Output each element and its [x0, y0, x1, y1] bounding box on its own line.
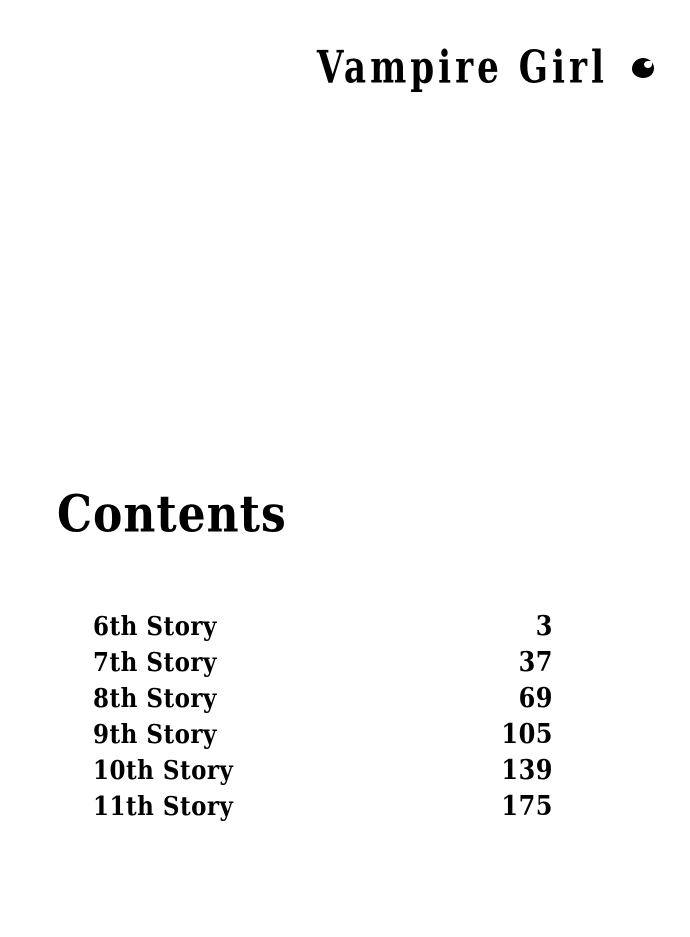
toc-row[interactable]	[93, 608, 553, 644]
contents-heading: Contents	[57, 485, 287, 545]
book-title-row	[0, 39, 690, 93]
toc-entry-page: 105	[501, 717, 553, 750]
crescent-blob-notch	[644, 61, 652, 68]
toc-entry-label: 9th Story	[93, 719, 217, 750]
toc-row[interactable]	[93, 716, 553, 752]
toc-entry-label: 11th Story	[93, 791, 234, 822]
toc-entry-page: 37	[518, 645, 553, 678]
toc-entry-page: 3	[535, 609, 553, 642]
toc-row[interactable]	[93, 680, 553, 716]
toc-entry-page: 139	[501, 753, 553, 786]
toc-entry-page: 69	[518, 681, 553, 714]
toc-row[interactable]	[93, 752, 553, 788]
toc-entry-label: 6th Story	[93, 611, 217, 642]
book-title: Vampire Girl	[316, 39, 608, 93]
toc-entry-page: 175	[501, 789, 553, 822]
toc-row[interactable]	[93, 788, 553, 824]
crescent-blob-icon	[632, 58, 654, 80]
toc-row[interactable]	[93, 644, 553, 680]
toc-entry-label: 8th Story	[93, 683, 217, 714]
toc-entry-label: 7th Story	[93, 647, 217, 678]
table-of-contents	[93, 608, 553, 824]
toc-entry-label: 10th Story	[93, 755, 234, 786]
